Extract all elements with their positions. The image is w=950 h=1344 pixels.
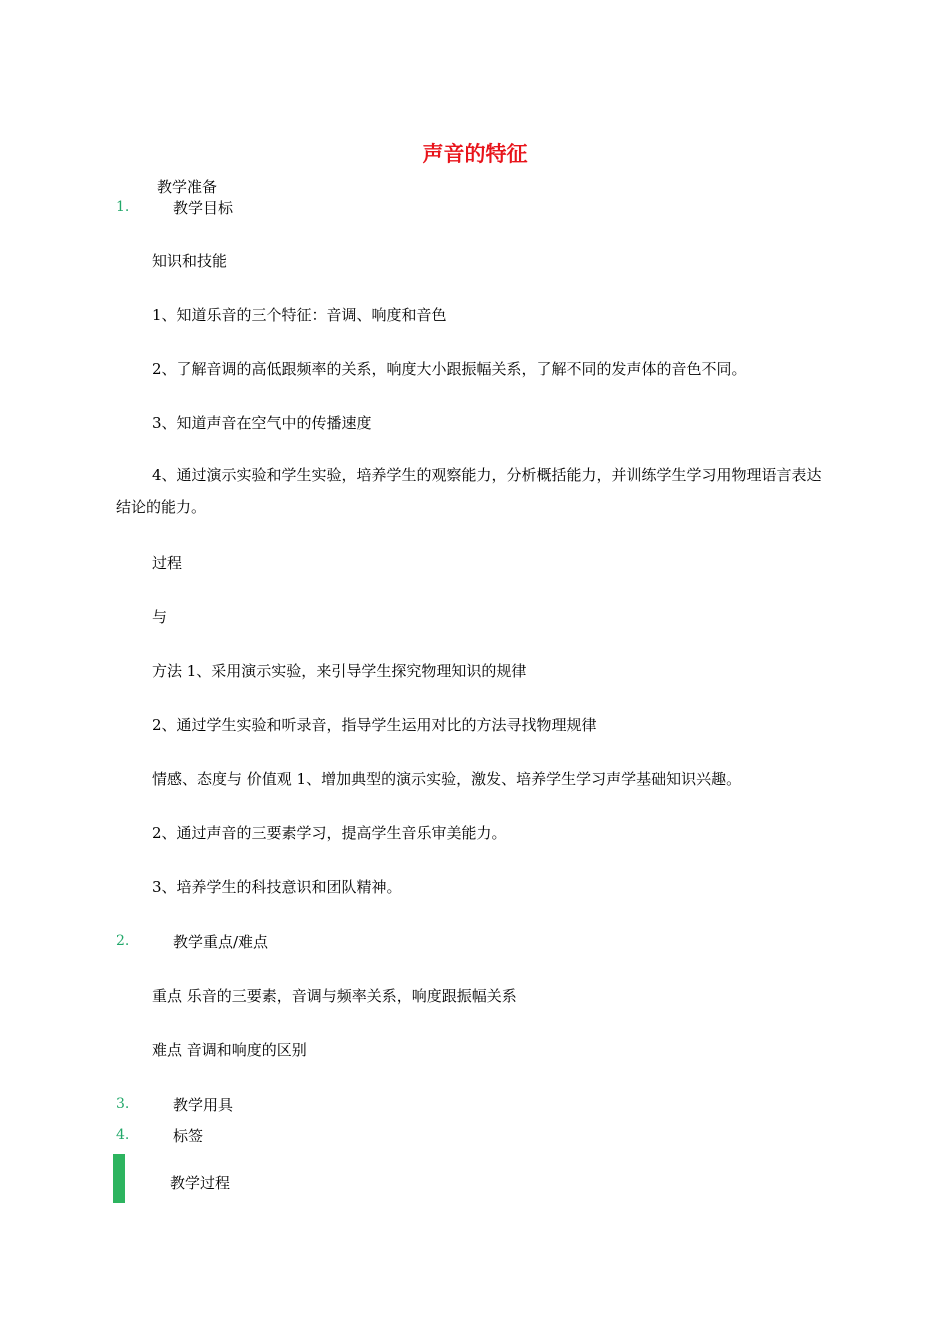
method-item-2: 2、通过学生实验和听录音，指导学生运用对比的方法寻找物理规律: [152, 716, 597, 734]
method-item-1: 方法 1、采用演示实验，来引导学生探究物理知识的规律: [152, 662, 527, 680]
list-number-1: 1.: [116, 199, 130, 215]
knowledge-item-2: 2、了解音调的高低跟频率的关系，响度大小跟振幅关系，了解不同的发声体的音色不同。: [152, 360, 747, 378]
list-label-tags: 标签: [173, 1127, 204, 1145]
emotion-item-3: 3、培养学生的科技意识和团队精神。: [152, 878, 402, 896]
process-section-heading: 教学过程: [170, 1174, 231, 1192]
list-number-3: 3.: [116, 1096, 130, 1112]
emotion-item-2: 2、通过声音的三要素学习，提高学生音乐审美能力。: [152, 824, 507, 842]
emotion-item-1: 情感、态度与 价值观 1、增加典型的演示实验，激发、培养学生学习声学基础知识兴趣。: [152, 770, 742, 788]
list-label-tools: 教学用具: [173, 1096, 234, 1114]
process-label: 过程: [152, 554, 183, 572]
document-title: 声音的特征: [422, 142, 528, 166]
list-label-objectives: 教学目标: [173, 199, 234, 217]
list-number-4: 4.: [116, 1127, 130, 1143]
section-heading-prep: 教学准备: [157, 178, 218, 196]
section-accent-bar: [113, 1154, 125, 1203]
knowledge-item-4: 4、通过演示实验和学生实验，培养学生的观察能力，分析概括能力，并训练学生学习用物理语言表达结论的能力。: [116, 466, 822, 516]
knowledge-item-1: 1、知道乐音的三个特征：音调、响度和音色: [152, 306, 447, 324]
list-label-keypoints: 教学重点/难点: [173, 933, 269, 951]
knowledge-item-3: 3、知道声音在空气中的传播速度: [152, 414, 372, 432]
list-number-2: 2.: [116, 933, 130, 949]
process-connector: 与: [152, 608, 168, 626]
knowledge-heading: 知识和技能: [152, 252, 228, 270]
difficult-point: 难点 音调和响度的区别: [152, 1041, 307, 1059]
key-point: 重点 乐音的三要素，音调与频率关系，响度跟振幅关系: [152, 987, 517, 1005]
